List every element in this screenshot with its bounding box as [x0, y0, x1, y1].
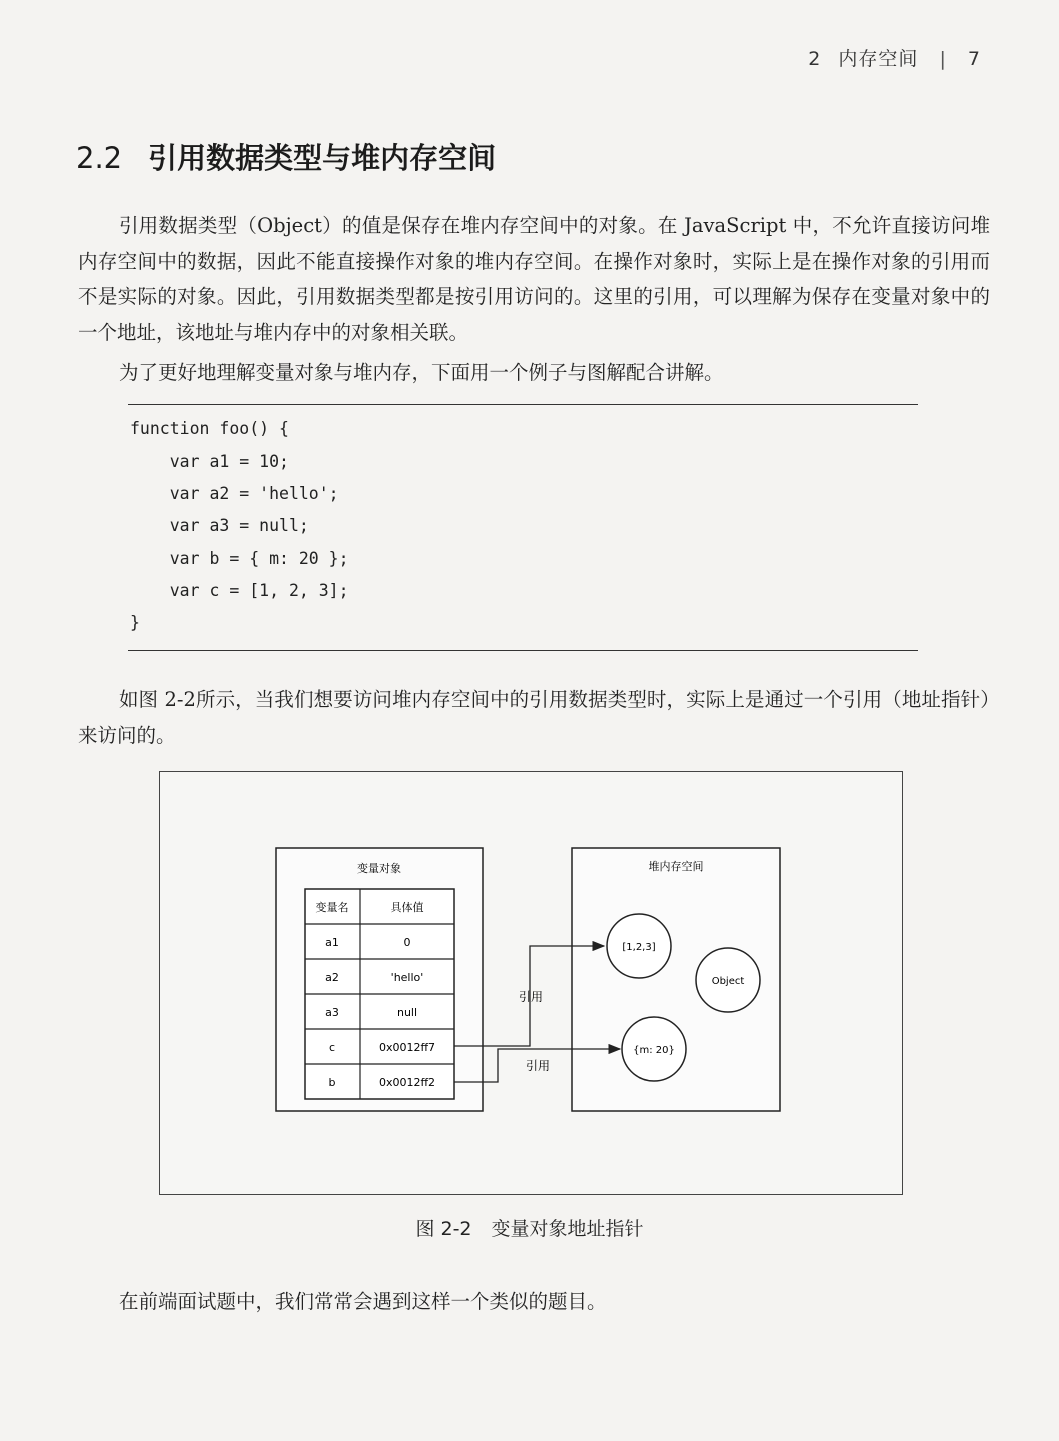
row-value: 'hello' [390, 971, 424, 984]
row-name: c [328, 1041, 336, 1054]
code-line: var a3 = null; [130, 516, 309, 535]
column-header-value: 具体值 [390, 901, 424, 914]
row-value: 0x0012ff7 [378, 1041, 436, 1054]
section-number: 2.2 [76, 141, 123, 175]
row-value: null [396, 1006, 418, 1019]
code-line: var c = [1, 2, 3]; [130, 581, 349, 600]
reference-label: 引用 [518, 990, 544, 1004]
header-separator: | [939, 48, 947, 70]
column-header-name: 变量名 [315, 901, 349, 914]
paragraph-reference-types: 引用数据类型（Object）的值是保存在堆内存空间中的对象。在 JavaScript 中，不允许直接访问堆内存空间中的数据，因此不能直接操作对象的堆内存空间。在操作对象时，实际上是在操作对象的引用而不是实际的对象。因此，引用数据类型都是按引用访问的。这里的引用，可以理解为保存在变量对象中的一个地址，该地址与堆内存中的对象相关联。 [78, 214, 990, 344]
code-line: var a1 = 10; [130, 452, 289, 471]
row-name: a2 [325, 971, 339, 984]
code-line: } [130, 613, 140, 632]
figure-number: 图 2-2 [415, 1218, 472, 1240]
heap-title: 堆内存空间 [648, 860, 704, 873]
heap-array-label: [1,2,3] [622, 942, 656, 953]
paragraph-intro-example: 为了更好地理解变量对象与堆内存，下面用一个例子与图解配合讲解。 [118, 361, 724, 384]
paragraph-figure-explanation: 如图 2-2所示，当我们想要访问堆内存空间中的引用数据类型时，实际上是通过一个引用（地址指针）来访问的。 [78, 688, 990, 747]
code-line: function foo() { [130, 419, 289, 438]
section-heading [76, 136, 496, 177]
code-block [128, 404, 918, 651]
variable-object-title: 变量对象 [357, 862, 401, 875]
chapter-title: 内存空间 [838, 48, 919, 70]
page-number: 7 [967, 48, 981, 70]
memory-diagram [160, 772, 902, 1194]
heap-object-label: Object [711, 976, 745, 987]
row-value: 0x0012ff2 [378, 1076, 436, 1089]
row-name: a3 [325, 1006, 339, 1019]
figure-caption-text: 变量对象地址指针 [491, 1218, 644, 1240]
paragraph-interview-intro: 在前端面试题中，我们常常会遇到这样一个类似的题目。 [118, 1290, 607, 1313]
code-line: var b = { m: 20 }; [130, 549, 349, 568]
row-name: b [328, 1076, 336, 1089]
heap-m-object-label: {m: 20} [633, 1045, 675, 1056]
chapter-number: 2 [808, 48, 822, 70]
row-value: 0 [403, 936, 411, 949]
code-line: var a2 = 'hello'; [130, 484, 339, 503]
section-title: 引用数据类型与堆内存空间 [148, 141, 497, 175]
figure-caption [0, 1214, 1059, 1241]
reference-label: 引用 [525, 1059, 551, 1073]
row-name: a1 [325, 936, 339, 949]
running-head [808, 44, 981, 71]
figure-variable-object-pointer [159, 771, 903, 1195]
